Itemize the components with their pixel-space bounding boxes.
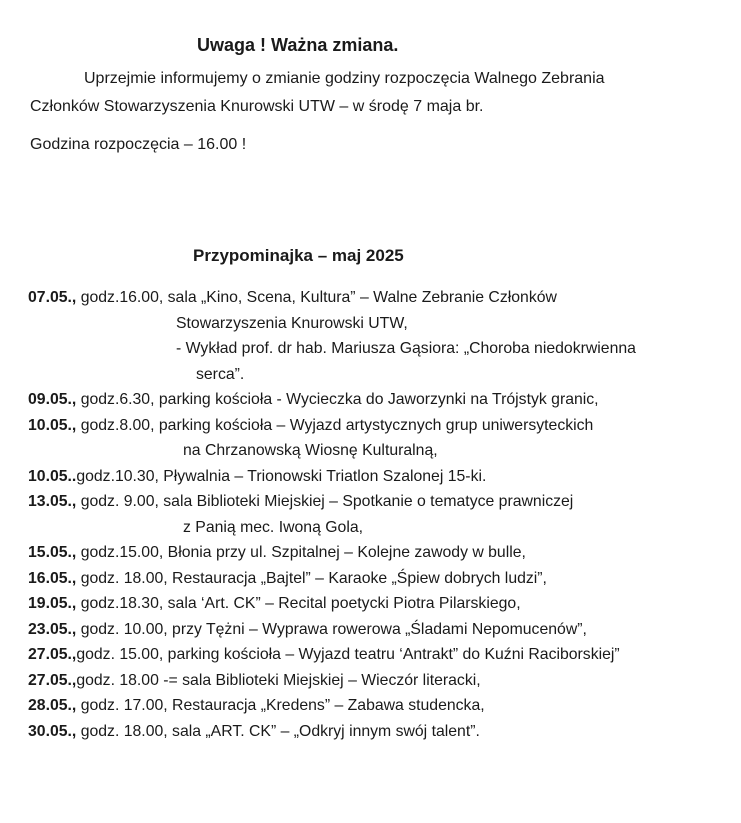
event-text: godz. 18.00, Restauracja „Bajtel” – Karaoke „Śpiew dobrych ludzi”,	[76, 569, 547, 587]
event-date: 28.05.,	[28, 697, 77, 714]
event-date: 15.05.,	[28, 544, 77, 561]
event-item	[28, 642, 733, 668]
event-text: godz.10.30, Pływalnia – Trionowski Triatlon Szalonej 15-ki.	[76, 467, 487, 485]
event-item	[28, 591, 733, 617]
event-item	[28, 566, 733, 592]
event-continuation: - Wykład prof. dr hab. Mariusza Gąsiora: „Choroba niedokrwienna	[176, 340, 636, 357]
event-date: 10.05..	[28, 467, 77, 485]
event-date: 27.05.,	[28, 671, 77, 689]
event-item	[28, 413, 733, 439]
event-item	[28, 617, 733, 643]
event-list	[28, 285, 733, 744]
event-text: godz. 17.00, Restauracja „Kredens” – Zabawa studencka,	[76, 697, 485, 714]
event-continuation: z Panią mec. Iwoną Gola,	[183, 518, 363, 536]
event-item	[28, 489, 733, 515]
event-continuation: na Chrzanowską Wiosnę Kulturalną,	[183, 442, 438, 459]
notice-title: Uwaga ! Ważna zmiana.	[197, 35, 399, 55]
event-date: 23.05.,	[28, 620, 77, 638]
event-text: godz.16.00, sala „Kino, Scena, Kultura” – Walne Zebranie Członków	[76, 289, 557, 306]
event-continuation: serca”.	[196, 365, 245, 383]
notice-line-2: Członków Stowarzyszenia Knurowski UTW – w środę 7 maja br.	[30, 98, 484, 115]
event-text: godz. 18.00, sala „ART. CK” – „Odkryj innym swój talent”.	[76, 722, 480, 740]
event-date: 10.05.,	[28, 416, 77, 434]
event-item	[28, 719, 733, 745]
event-item	[28, 464, 733, 490]
event-text: godz. 9.00, sala Biblioteki Miejskiej – Spotkanie o tematyce prawniczej	[76, 493, 574, 510]
event-item	[28, 693, 733, 719]
reminder-title: Przypominajka – maj 2025	[193, 246, 404, 265]
event-text: godz. 10.00, przy Tężni – Wyprawa rowerowa „Śladami Nepomucenów”,	[76, 620, 587, 638]
event-text: godz.8.00, parking kościoła – Wyjazd artystycznych grup uniwersyteckich	[76, 416, 594, 434]
event-date: 13.05.,	[28, 493, 77, 510]
event-date: 30.05.,	[28, 722, 77, 740]
event-date: 27.05.,	[28, 646, 77, 663]
event-text: godz.15.00, Błonia przy ul. Szpitalnej – Kolejne zawody w bulle,	[76, 544, 526, 561]
event-text: godz. 18.00 -= sala Biblioteki Miejskiej – Wieczór literacki,	[76, 671, 481, 689]
event-text: godz.6.30, parking kościoła - Wycieczka do Jaworzynki na Trójstyk granic,	[76, 391, 599, 408]
event-item	[28, 285, 733, 311]
event-text: godz. 15.00, parking kościoła – Wyjazd teatru ‘Antrakt” do Kuźni Raciborskiej”	[76, 646, 620, 663]
event-date: 19.05.,	[28, 595, 77, 612]
event-item	[28, 540, 733, 566]
event-date: 16.05.,	[28, 569, 77, 587]
event-date: 09.05.,	[28, 391, 77, 408]
event-item	[28, 387, 733, 413]
notice-line-1: Uprzejmie informujemy o zmianie godziny rozpoczęcia Walnego Zebrania	[84, 70, 605, 87]
event-item	[28, 668, 733, 694]
event-continuation: Stowarzyszenia Knurowski UTW,	[176, 314, 408, 332]
event-text: godz.18.30, sala ‘Art. CK” – Recital poetycki Piotra Pilarskiego,	[76, 595, 521, 612]
notice-start-time: Godzina rozpoczęcia – 16.00 !	[30, 136, 247, 153]
event-date: 07.05.,	[28, 289, 77, 306]
